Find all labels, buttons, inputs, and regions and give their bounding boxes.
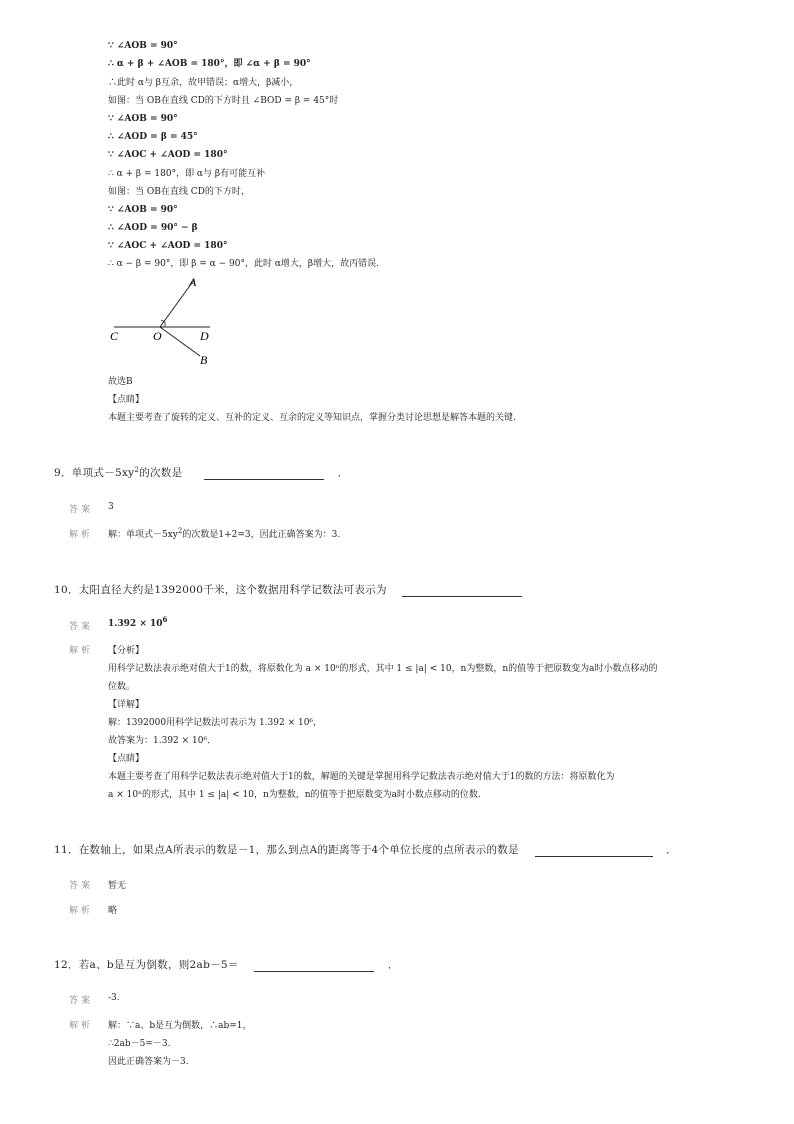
solution-line-5: ∵ ∠AOB = 90° — [108, 114, 178, 124]
solution-line-4: 如图：当 OB在直线 CD的下方时且 ∠BOD = β = 45°时 — [108, 96, 339, 106]
solution-line-9: 如图：当 OB在直线 CD的下方时， — [108, 187, 250, 197]
question-11-title: 11．在数轴上，如果点A所表示的数是－1，那么到点A的距离等于4个单位长度的点所表示的数是 ． — [54, 844, 677, 856]
answer-value-11: 暂无 — [108, 881, 127, 891]
solution-line-6: ∴ ∠AOD = β = 45° — [108, 132, 198, 142]
question-9-title: 9．单项式$-5xy^2$的次数是 ． — [54, 466, 349, 479]
solution-line-2: ∴ α + β + ∠AOB = 180°，即 ∠α + β = 90° — [108, 59, 311, 69]
answer-value-9: 3 — [108, 502, 114, 512]
solution-line-8: ∴ α + β = 180°，即 α与 β有可能互补 — [108, 169, 266, 179]
solution-line-12: ∵ ∠AOC + ∠AOD = 180° — [108, 241, 228, 251]
comment-header: 【点睛】 — [108, 395, 145, 405]
answer-blank-12[interactable] — [254, 959, 374, 972]
analysis-line-10-1: 【分析】 — [108, 646, 145, 656]
choice-text: 故选B — [108, 377, 133, 387]
question-10-title: 10．太阳直径大约是1392000千米，这个数据用科学记数法可表示为 — [54, 582, 522, 597]
solution-line-10: ∵ ∠AOB = 90° — [108, 205, 178, 215]
label-c: C — [110, 329, 119, 343]
answer-label: 答案 — [69, 881, 94, 891]
label-d: D — [200, 329, 209, 343]
label-o: O — [153, 329, 162, 343]
question-12-title: 12．若a、b是互为倒数，则2ab－5＝ ． — [54, 959, 399, 971]
answer-label: 答案 — [69, 996, 94, 1006]
comment-text: 本题主要考查了旋转的定义、互补的定义、互余的定义等知识点，掌握分类讨论思想是解答本题的关键. — [108, 413, 516, 423]
analysis-line-12-1: 解：∵a、b是互为倒数，∴ab=1， — [108, 1021, 252, 1031]
analysis-text-11: 略 — [108, 906, 118, 916]
analysis-line-10-9: a × 10ⁿ的形式，其中 1 ≤ |a| < 10，n为整数，n的值等于把原数变为a时小数点移动的位数. — [108, 790, 481, 800]
answer-value-12: -3. — [108, 993, 120, 1003]
analysis-label: 解析 — [69, 1021, 94, 1031]
analysis-line-10-7: 【点睛】 — [108, 754, 145, 764]
analysis-line-10-5: 解：1392000用科学记数法可表示为 1.392 × 10⁶， — [108, 718, 323, 728]
solution-line-1: ∵ ∠AOB = 90° — [108, 41, 178, 51]
label-a: A — [189, 275, 197, 289]
analysis-label: 解析 — [69, 906, 94, 916]
analysis-line-12-3: 因此正确答案为－3. — [108, 1057, 189, 1067]
ray-ob — [160, 327, 200, 356]
answer-blank-10[interactable] — [402, 584, 522, 597]
analysis-line-10-6: 故答案为：1.392 × 10⁶． — [108, 736, 217, 746]
analysis-line-10-3: 位数。 — [108, 682, 136, 692]
solution-line-3: ∴此时 α与 β互余，故甲错误；α增大，β减小， — [108, 78, 299, 88]
analysis-line-10-4: 【详解】 — [108, 700, 145, 710]
answer-value-10: $1.392 \times 10^6$ — [108, 615, 168, 629]
analysis-label: 解析 — [69, 530, 94, 540]
answer-blank-9[interactable] — [204, 467, 324, 480]
geometry-diagram — [100, 272, 230, 372]
answer-blank-11[interactable] — [535, 844, 653, 857]
analysis-line-10-8: 本题主要考查了用科学记数法表示绝对值大于1的数，解题的关键是掌握用科学记数法表示绝对值大于1的数的方法：将原数化为 — [108, 772, 615, 782]
solution-line-11: ∴ ∠AOD = 90° − β — [108, 223, 198, 233]
analysis-text-9: 解：单项式$-5xy^2$的次数是1+2=3，因此正确答案为：3. — [108, 527, 341, 540]
analysis-line-10-2: 用科学记数法表示绝对值大于1的数，将原数化为 a × 10ⁿ的形式，其中 1 ≤ |a| < 10，n为整数，n的值等于把原数变为a时小数点移动的 — [108, 664, 658, 674]
analysis-line-12-2: ∴2ab－5=－3. — [108, 1039, 171, 1049]
solution-line-7: ∵ ∠AOC + ∠AOD = 180° — [108, 150, 228, 160]
label-b: B — [200, 353, 208, 367]
answer-label: 答案 — [69, 505, 94, 515]
answer-label: 答案 — [69, 622, 94, 632]
solution-line-13: ∴ α − β = 90°，即 β = α − 90°，此时 α增大，β增大，故丙错误． — [108, 259, 386, 269]
analysis-label: 解析 — [69, 646, 94, 656]
